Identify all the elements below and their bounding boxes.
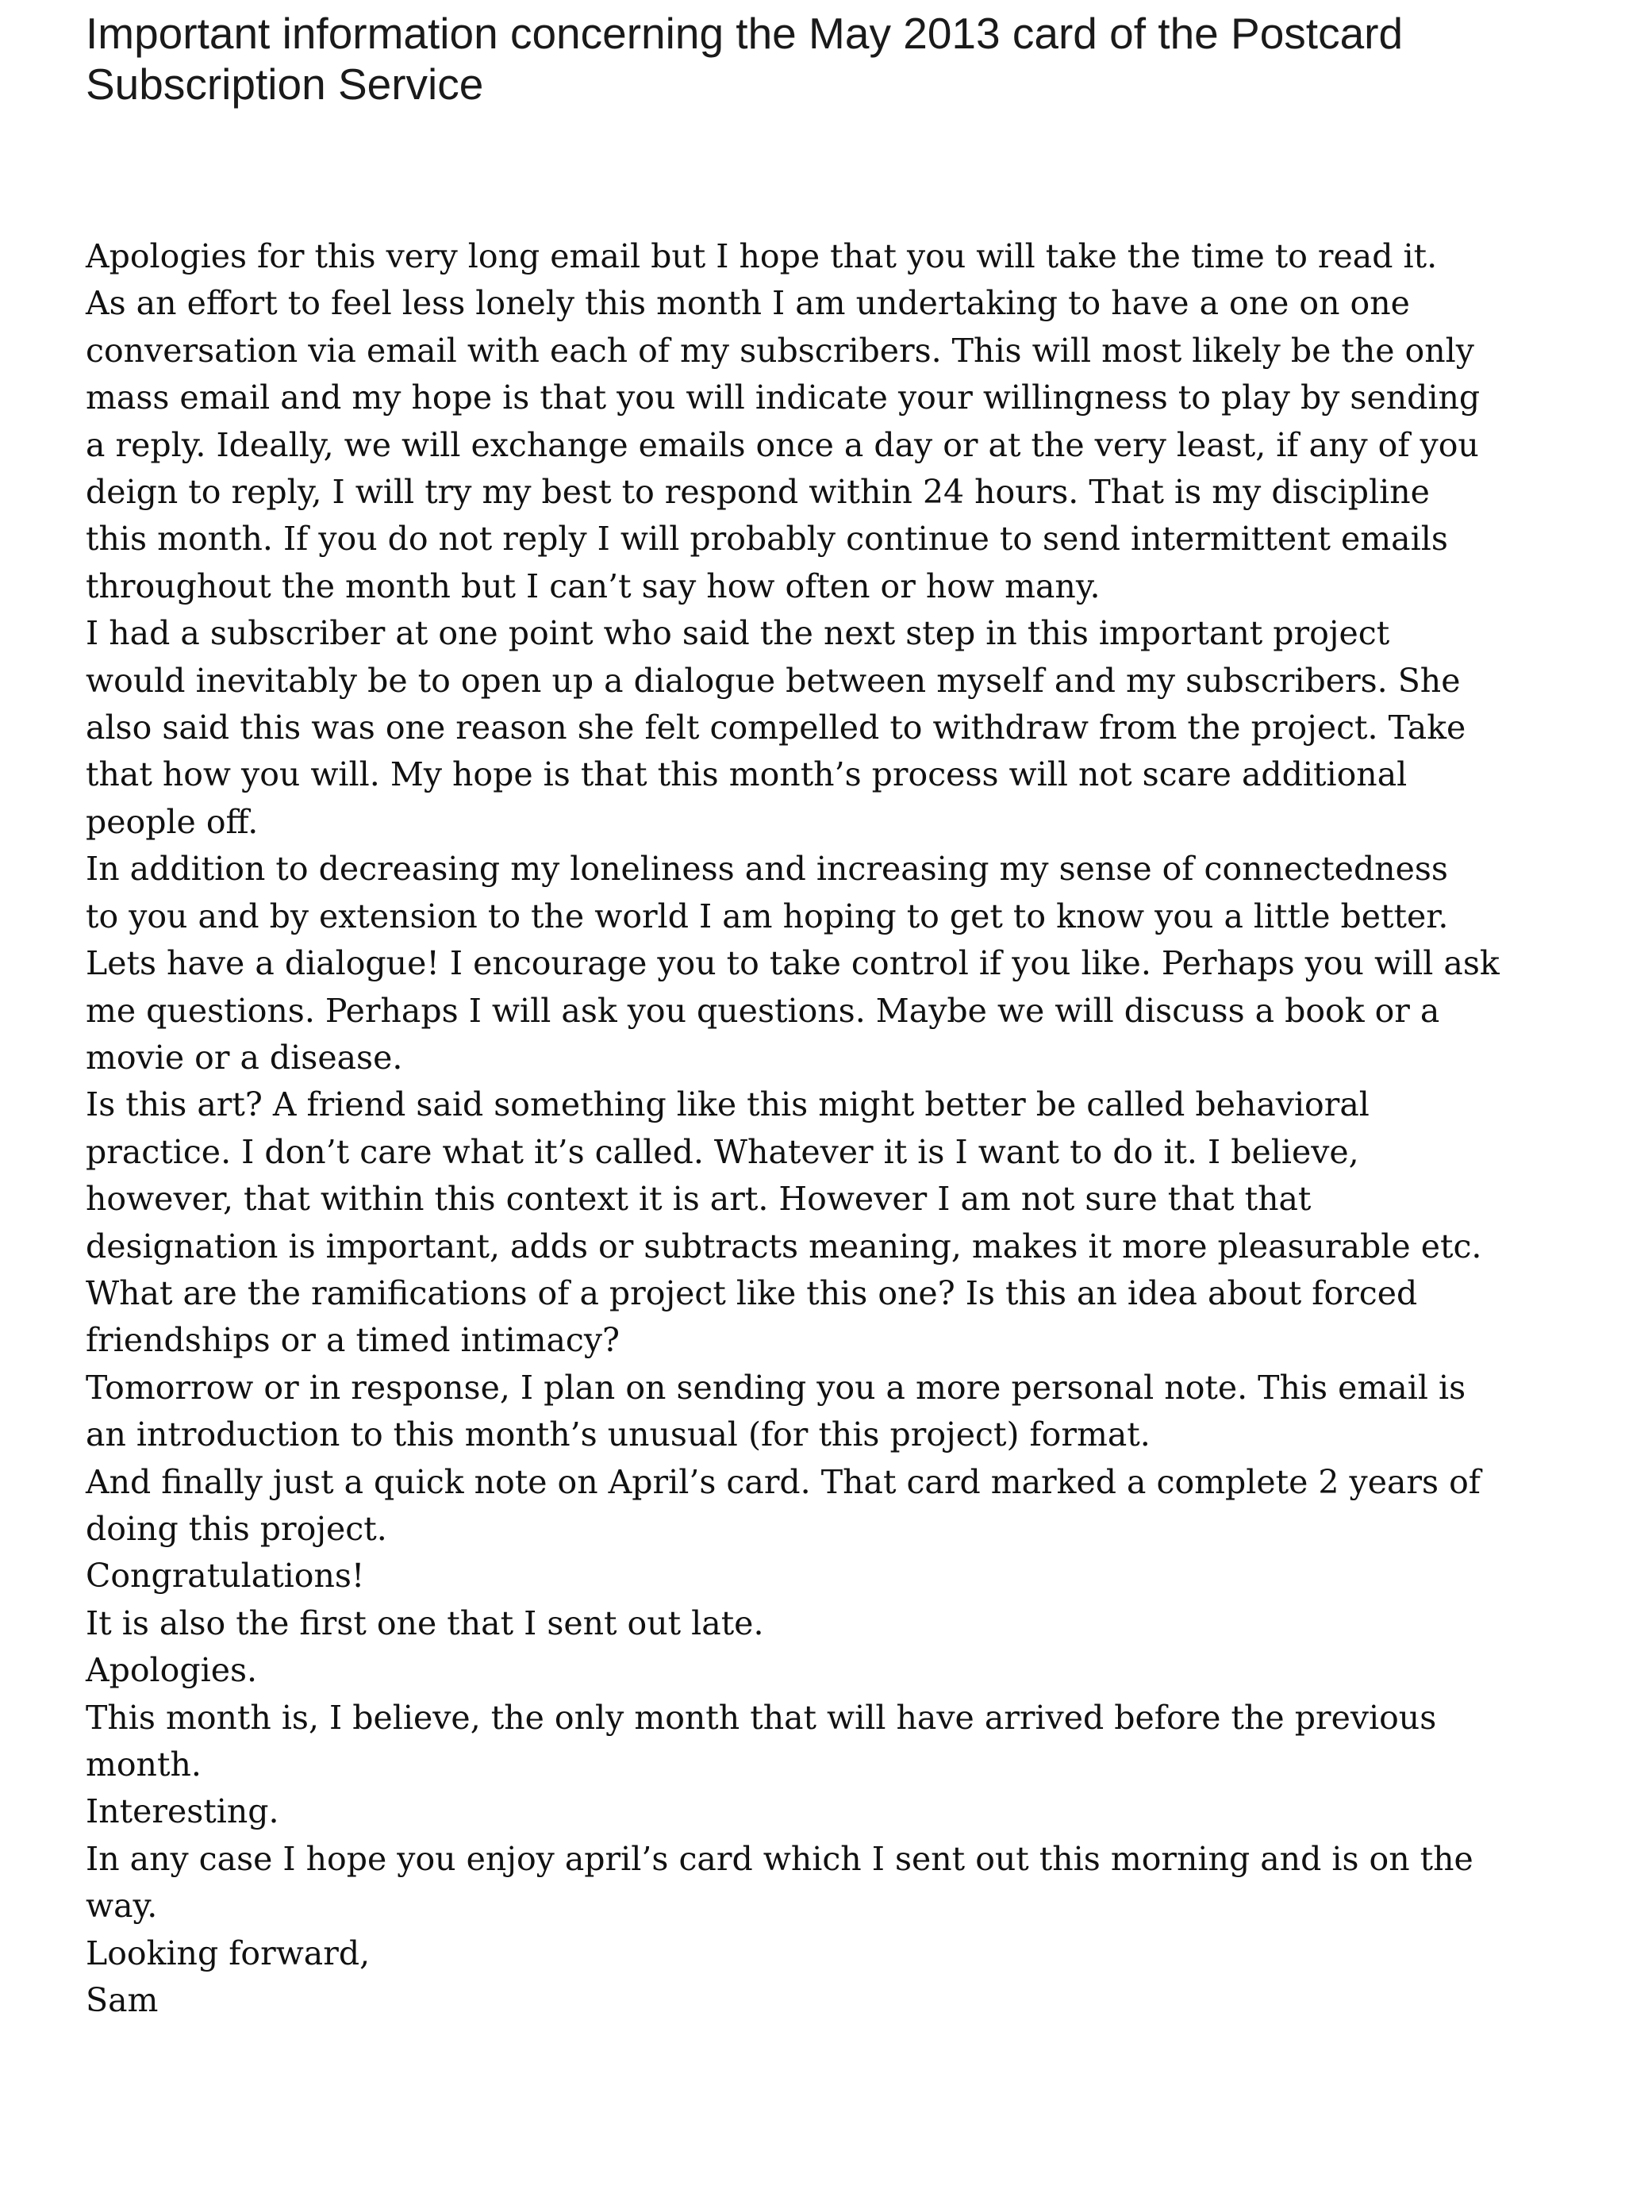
letter-line: Apologies for this very long email but I hope that you will take the time to read it. — [86, 237, 1438, 275]
title-line: Subscription Service — [86, 60, 484, 109]
letter-line: Tomorrow or in response, I plan on sending you a more personal note. This email is — [86, 1368, 1466, 1407]
letter-line: Interesting. — [86, 1792, 279, 1831]
letter-line: As an effort to feel less lonely this month I am undertaking to have a one on one — [86, 284, 1410, 323]
letter-line: deign to reply, I will try my best to respond within 24 hours. That is my discipline — [86, 473, 1430, 512]
letter-line: What are the ramifications of a project like this one? Is this an idea about forced — [86, 1273, 1418, 1312]
letter-body — [86, 233, 1593, 2024]
letter-line: This month is, I believe, the only month that will have arrived before the previous — [86, 1698, 1437, 1737]
letter-line: to you and by extension to the world I am hoping to get to know you a little better. — [86, 897, 1449, 935]
letter-line: Looking forward, — [86, 1934, 371, 1972]
letter-line: would inevitably be to open up a dialogue between myself and my subscribers. She — [86, 661, 1461, 700]
letter-line: also said this was one reason she felt compelled to withdraw from the project. Take — [86, 709, 1466, 747]
letter-line: doing this project. — [86, 1509, 387, 1548]
letter-line: And finally just a quick note on April’s card. That card marked a complete 2 years of — [86, 1462, 1481, 1501]
letter-line: Congratulations! — [86, 1557, 365, 1596]
letter-line: designation is important, adds or subtracts meaning, makes it more pleasurable etc. — [86, 1227, 1482, 1265]
letter-line: movie or a disease. — [86, 1038, 403, 1077]
letter-line: friendships or a timed intimacy? — [86, 1321, 620, 1360]
title-line: Important information concerning the May 2013 card of the Postcard — [86, 9, 1404, 58]
letter-line: Lets have a dialogue! I encourage you to take control if you like. Perhaps you will ask — [86, 944, 1500, 983]
letter-line: that how you will. My hope is that this month’s process will not scare additional — [86, 755, 1408, 794]
letter-line: conversation via email with each of my subscribers. This will most likely be the only — [86, 331, 1474, 370]
letter-line: Apologies. — [86, 1651, 258, 1690]
letter-line: In any case I hope you enjoy april’s card which I sent out this morning and is on the — [86, 1839, 1473, 1878]
letter-line: practice. I don’t care what it’s called. Whatever it is I want to do it. I believe, — [86, 1132, 1359, 1171]
letter-line: however, that within this context it is art. However I am not sure that that — [86, 1180, 1312, 1219]
document-title — [86, 8, 1577, 109]
letter-line: people off. — [86, 802, 259, 841]
letter-line: It is also the first one that I sent out late. — [86, 1603, 764, 1642]
letter-line: Is this art? A friend said something like this might better be called behavioral — [86, 1085, 1370, 1124]
letter-line: month. — [86, 1745, 202, 1784]
letter-line: an introduction to this month’s unusual (for this project) format. — [86, 1415, 1151, 1454]
letter-line: I had a subscriber at one point who said the next step in this important project — [86, 614, 1390, 653]
letter-line: throughout the month but I can’t say how often or how many. — [86, 566, 1101, 605]
letter-line: a reply. Ideally, we will exchange emails once a day or at the very least, if any of you — [86, 425, 1479, 464]
letter-line: me questions. Perhaps I will ask you questions. Maybe we will discuss a book or a — [86, 991, 1440, 1030]
letter-line: mass email and my hope is that you will indicate your willingness to play by sending — [86, 378, 1481, 417]
letter-line: this month. If you do not reply I will probably continue to send intermittent emails — [86, 520, 1448, 559]
letter-line: Sam — [86, 1981, 159, 2020]
letter-line: way. — [86, 1887, 158, 1926]
letter-line: In addition to decreasing my loneliness and increasing my sense of connectedness — [86, 850, 1448, 889]
